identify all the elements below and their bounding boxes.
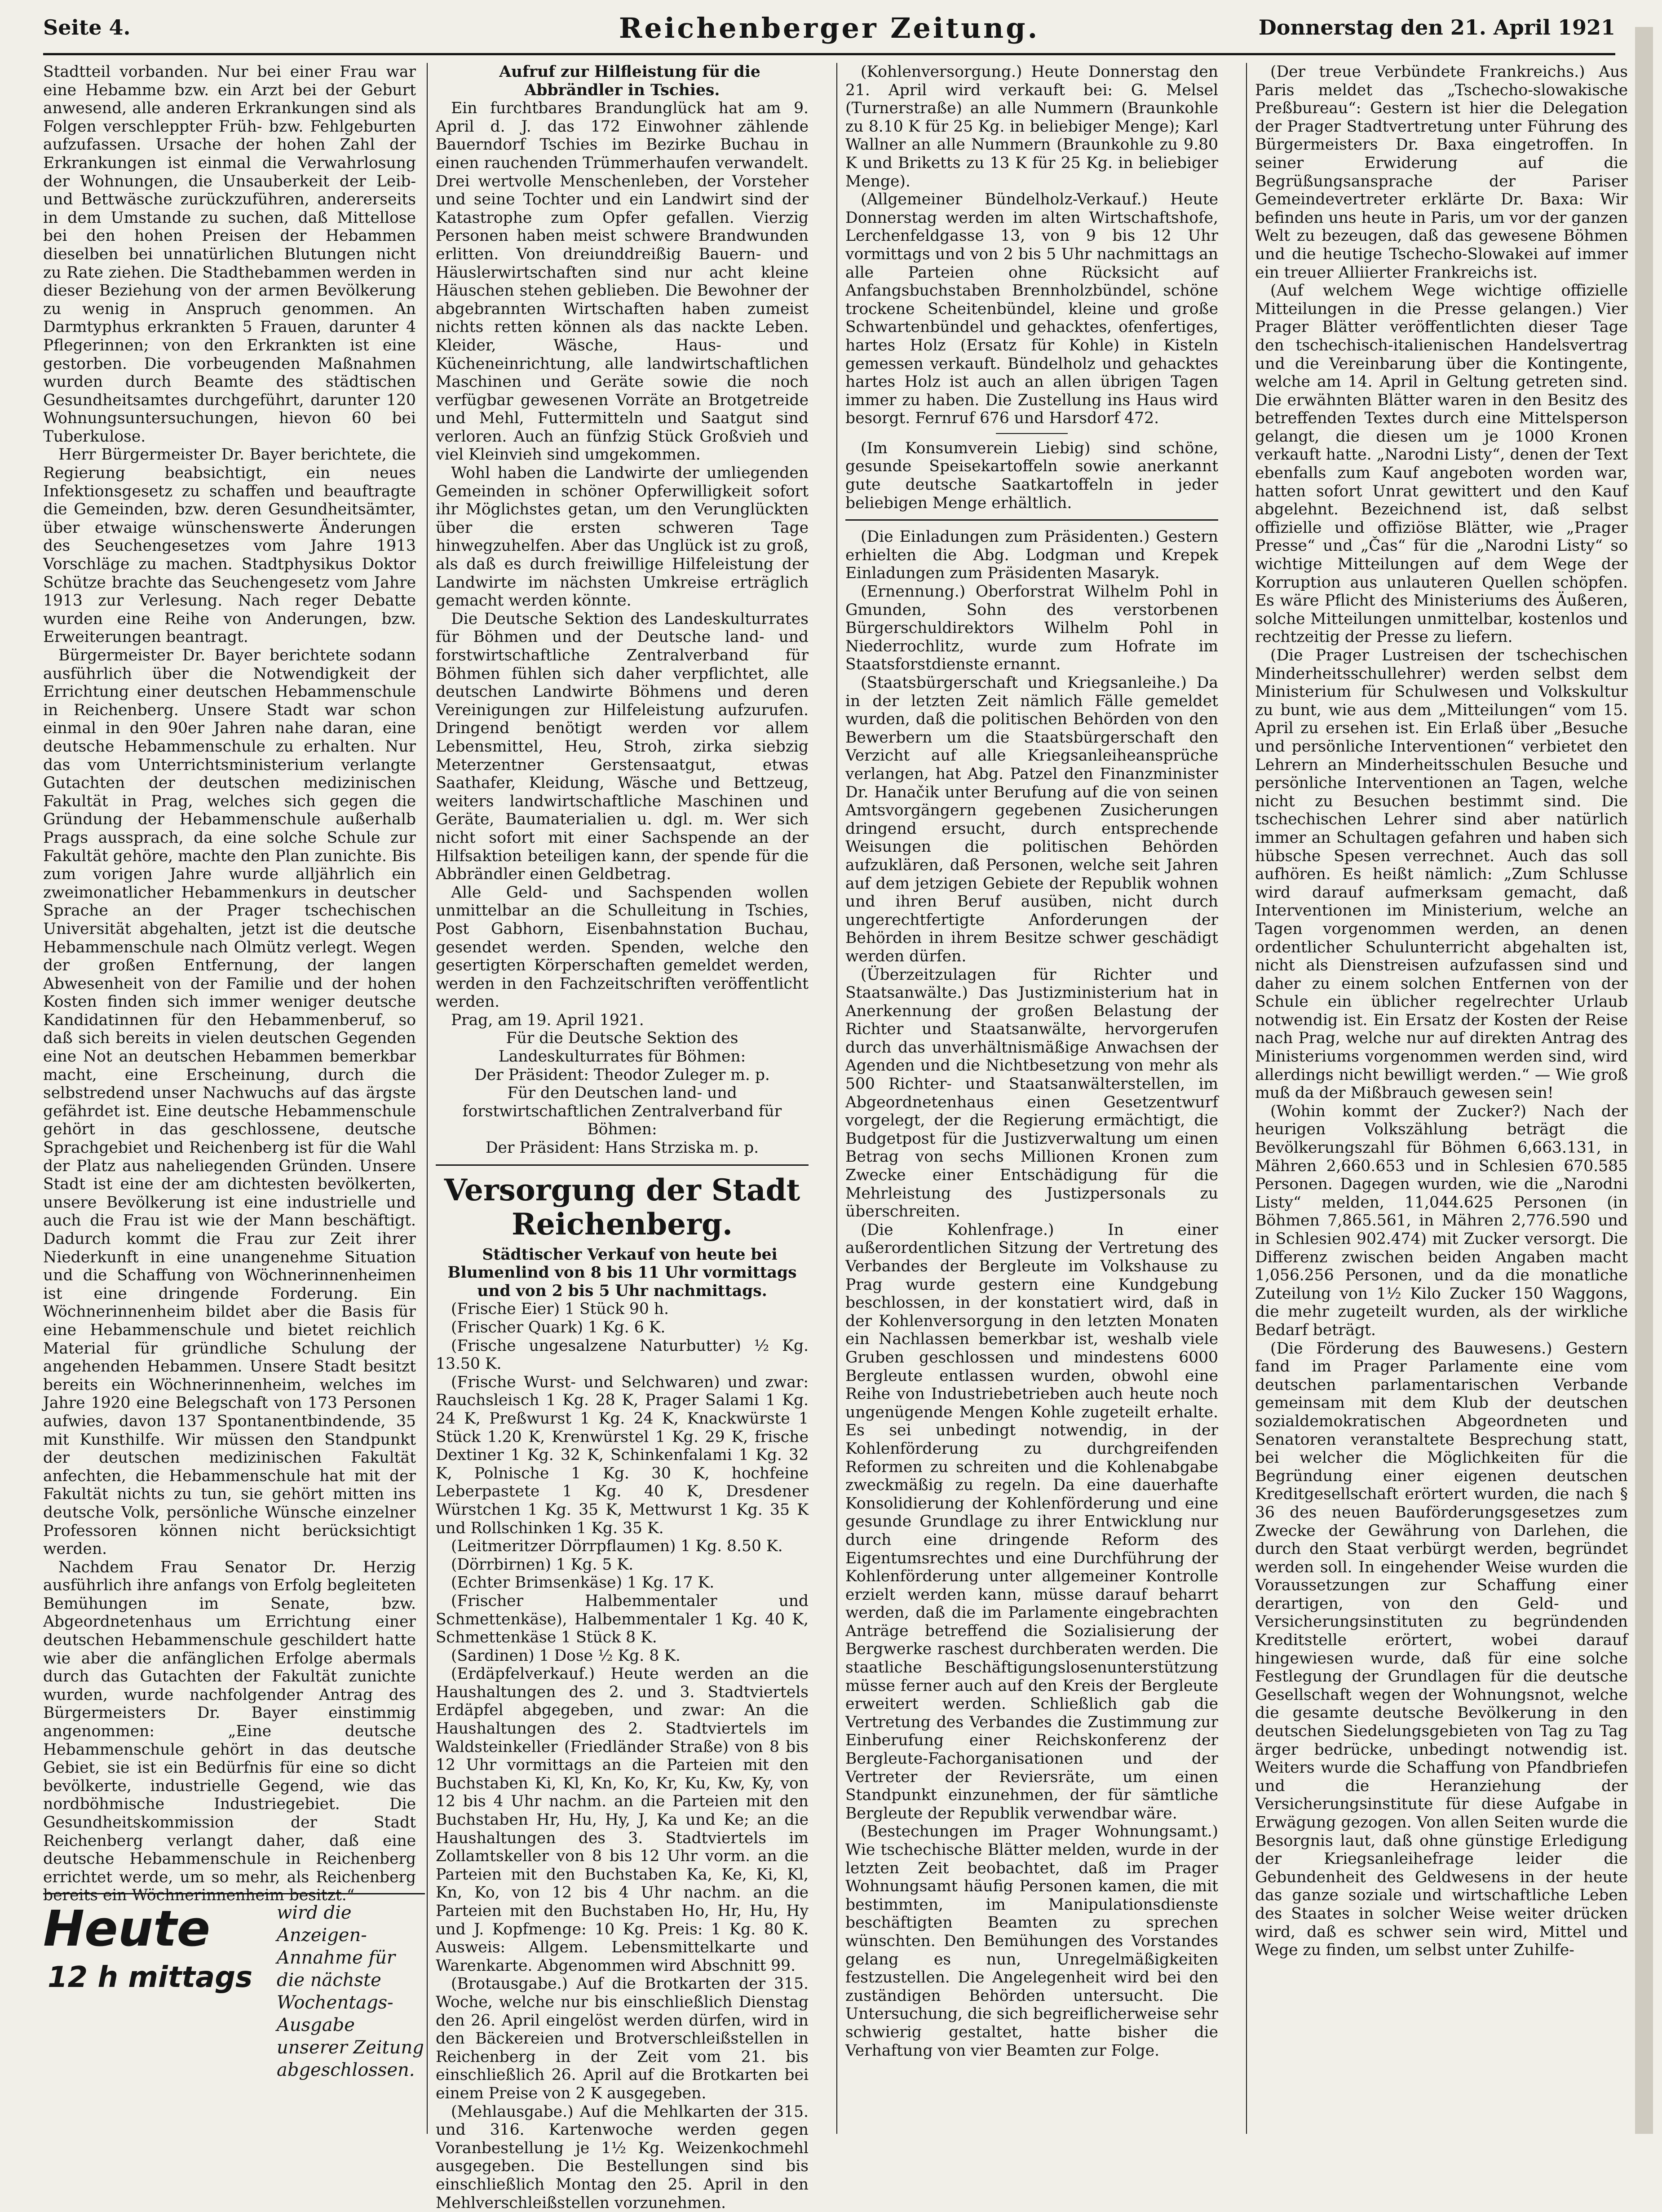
column-divider [1246, 63, 1247, 2134]
signature-name-2: Der Präsident: Hans Strziska m. p. [485, 1139, 759, 1157]
column-1 [43, 63, 416, 1905]
news-item: (Die Förderung des Bauwesens.) Gestern fand im Prager Parlamente eine vom deutschen parlamentarischen Verbande gemeinsam mit dem Klub der deutschen sozialdemokratischen Abgeordneten und Senatoren veranstaltete Besprechung statt, bei welcher die Möglichkeiten für die Begründung einer eigenen deutschen Kreditgesellschaft erörtert wurden, die nach § 36 des neuen Bauförderungsgesetzes zum Zwecke der Gewährung von Darlehen, die durch den Staat verbürgt werden, begründet werden soll. In eingehender Weise wurden die Voraussetzungen zur Schaffung einer derartigen, von den Geld- und Versicherungsinstituten zu begründenden Kreditstelle erörtert, wobei darauf hingewiesen wurde, daß für eine solche Festlegung der Grundlagen für die deutsche Gesellschaft wegen der Wohnungsnot, welche die gesamte deutsche Bevölkerung in den deutschen Siedelungsgebieten von Tag zu Tag ärger bedrücke, unbedingt notwendig ist. Weiters wurde die Schaffung von Pfandbriefen und die Heranziehung der Versicherungsinstitute für diese Aufgabe in Erwägung gezogen. Von allen Seiten wurde die Besorgnis laut, daß ohne günstige Erledigung der Kriegsanleihefrage leider die Gebundenheit des Geldwesens in der heute das ganze soziale und wirtschaftliche Leben des Staates in solcher Weise weiter drücken wird, daß es schwer sein wird, Mittel und Wege zu finden, um selbst unter Zuhilfe- [1255, 1339, 1628, 1960]
section-rule [845, 519, 1218, 521]
appeal-place-date: Prag, am 19. April 1921. [451, 1011, 644, 1029]
newspaper-title: Reichenberger Zeitung. [619, 12, 1040, 44]
news-item: (Wohin kommt der Zucker?) Nach der heurigen Volkszählung beträgt die Bevölkerungszahl für Böhmen 6,663.131, in Mähren 2,660.653 und in Schlesien 670.585 Personen. Dagegen wurden, wie die „Narodni Listy“ melden, 11,044.625 Personen (in Böhmen 7,865.561, in Mähren 2,776.590 und in Schlesien 902.474) mit Zucker versorgt. Die Differenz zwischen beiden Angaben macht 1,056.256 Personen, und da die monatliche Zuteilung von 1½ Kilo Zucker 150 Waggons, die mehr zugeteilt wurden, als der wirkliche Bedarf beträgt. [1255, 1102, 1628, 1339]
supply-item: (Frische ungesalzene Naturbutter) ½ Kg. 13.50 K. [436, 1336, 809, 1373]
supply-item: (Mehlausgabe.) Auf die Mehlkarten der 315. und 316. Kartenwoche werden gegen Voranbestellung je 1½ Kg. Weizenkochmehl ausgegeben. Die Bestellungen sind bis einschließlich Montag den 25. April in den Mehlverschleißstellen vorzunehmen. [436, 2102, 809, 2212]
column-3 [845, 63, 1218, 2134]
supply-item: (Dörrbirnen) 1 Kg. 5 K. [451, 1555, 634, 1574]
masthead [43, 12, 1615, 48]
appeal-title: Aufruf zur Hilfleistung für die Abbrändler in Tschies. [499, 63, 760, 99]
news-item: (Staatsbürgerschaft und Kriegsanleihe.) Da in der letzten Zeit nämlich Fälle gemeldet wurden, daß die politischen Behörden von den Bewerbern um die Staatsbürgerschaft den Verzicht auf alle Kriegsanleiheansprüche verlangen, hat Abg. Patzel den Finanzminister Dr. Hanačik unter Berufung auf die von seinen Amtsvorgängern gegebenen Zusicherungen dringend ersucht, durch entsprechende Weisungen die politischen Behörden aufzuklären, daß Personen, welche seit Jahren auf dem jetzigen Gebiete der Republik wohnen und ihren Beruf ausüben, nicht durch ungerechtfertigte Anforderungen der Behörden in ihrem Besitze schwer geschädigt werden dürfen. [845, 674, 1218, 965]
column-divider [427, 63, 428, 2134]
ad-time: 12 h mittags [48, 1961, 253, 1994]
appeal-paragraph: Alle Geld- und Sachspenden wollen unmittelbar an die Schulleitung in Tschies, Post Gabhorn, Eisenbahnstation Buchau, gesendet werden. Spenden, welche den gesertigten Körperschaften gemeldet werden, werden in den Fachzeitschriften veröffentlicht werden. [436, 883, 809, 1011]
column-divider [836, 63, 837, 2134]
supply-title: Versorgung der Stadt Reichenberg. [444, 1172, 800, 1242]
ad-note: wird die Anzeigen-Annahme für die nächste Wochentags-Ausgabe unserer Zeitung abgeschlossen. [277, 1902, 424, 2080]
article-paragraph: Nachdem Frau Senator Dr. Herzig ausführlich ihre anfangs von Erfolg begleiteten Bemühungen im Senate, bzw. Abgeordnetenhaus um Errichtung einer deutschen Hebammenschule geschildert hatte wie aber die anfänglichen Erfolge abermals durch das Gutachten der Fakultät zunichte wurden, wurde nachfolgender Antrag des Bürgermeisters Dr. Bayer einstimmig angenommen: „Eine deutsche Hebammenschule gehört in das deutsche Gebiet, sie ist ein Bedürfnis für eine so dicht bevölkerte, industrielle Gegend, wie das nordböhmische Industriegebiet. Die Gesundheitskommission der Stadt Reichenberg verlangt daher, daß eine deutsche Hebammenschule in Reichenberg errichtet werde, um so mehr, als Reichenberg bereits ein Wöchnerinnenheim besitzt.“ [43, 1558, 416, 1905]
column-4 [1255, 63, 1628, 2134]
news-item: (Allgemeiner Bündelholz-Verkauf.) Heute Donnerstag werden im alten Wirtschaftshofe, Lerchenfeldgasse 13, von 9 bis 12 Uhr vormittags und von 2 bis 5 Uhr nachmittags an alle Parteien ohne Rücksicht auf Anfangsbuchstaben Brennholzbündel, schöne trockene Scheitenbündel, kleine und große Schwartenbündel und gehacktes, ofenfertiges, hartes Holz (Ersatz für Kohle) in Kisteln gemessen verkauft. Bündelholz und gehacktes hartes Holz ist auch an allen übrigen Tagen immer zu haben. Die Zustellung ins Haus wird besorgt. Fernruf 676 und Harsdorf 472. [845, 190, 1218, 428]
adjacent-page-edge [1635, 27, 1653, 2134]
page-number: Seite 4. [43, 15, 131, 40]
news-item: (Ernennung.) Oberforstrat Wilhelm Pohl in Gmunden, Sohn des verstorbenen Bürgerschuldirektors Wilhelm Pohl in Niederrochlitz, wurde zum Hofrate im Staatsforstdienste ernannt. [845, 583, 1218, 674]
section-rule [436, 1164, 809, 1166]
signature-org-2: Für den Deutschen land- und forstwirtschaftlichen Zentralverband für Böhmen: [462, 1084, 782, 1139]
news-item: (Die Einladungen zum Präsidenten.) Gestern erhielten die Abg. Lodgman und Krepek Einladungen zum Präsidenten Masaryk. [845, 528, 1218, 583]
article-paragraph: Bürgermeister Dr. Bayer berichtete sodann ausführlich über die Notwendigkeit der Errichtung einer deutschen Hebammenschule in Reichenberg. Unsere Stadt war schon einmal in den 90er Jahren nahe daran, eine deutsche Hebammenschule zu erhalten. Nur das vom Unterrichtsministerium verlangte Gutachten der deutschen medizinischen Fakultät in Prag, welches sich gegen die Gründung der Hebammenschule außerhalb Prags aussprach, da eine solche Schule zur Fakultät gehöre, machte den Plan zunichte. Bis zum vorigen Jahre wurde alljährlich ein zweimonatlicher Hebammenkurs in deutscher Sprache an der Prager tschechischen Universität abgehalten, jetzt ist die deutsche Hebammenschule nach Olmütz verlegt. Wegen der großen Entfernung, der langen Abwesenheit von der Familie und der hohen Kosten finden sich immer weniger deutsche Kandidatinnen für den Hebammenberuf, so daß sich bereits in vielen deutschen Gegenden eine Not an deutschen Hebammen bemerkbar macht, eine Erscheinung, durch die selbstredend unser Nachwuchs auf das ärgste gefährdet ist. Eine deutsche Hebammenschule gehört in das geschlossene, deutsche Sprachgebiet und Reichenberg ist für die Wahl der Platz aus naheliegenden Gründen. Unsere Stadt ist eine der am dichtesten bevölkerten, unsere Bevölkerung ist eine industrielle und auch die Frau ist wie der Mann beschäftigt. Dadurch kommt die Frau zur Zeit ihrer Niederkunft in eine unangenehme Situation und die Schaffung von Wöchnerinnenheimen ist eine dringende Forderung. Ein Wöchnerinnenheim bildet aber die Basis für eine Hebammenschule und bietet reichlich Material für gründliche Schulung der angehenden Hebammen. Unsere Stadt besitzt bereits ein Wöchnerinnenheim, welches im Jahre 1920 eine Belegschaft von 173 Personen aufwies, davon 137 Spontanentbindende, 35 mit Kunsthilfe. Wir müssen den Standpunkt der deutschen medizinischen Fakultät anfechten, die Hebammenschule hat mit der Fakultät nichts zu tun, sie gehört mitten ins deutsche Volk, persönliche Wünsche einzelner Professoren können nicht berücksichtigt werden. [43, 646, 416, 1558]
news-item: (Im Konsumverein Liebig) sind schöne, gesunde Speisekartoffeln sowie anerkannt gute deutsche Saatkartoffeln in jeder beliebigen Menge erhältlich. [845, 439, 1218, 512]
article-paragraph: Herr Bürgermeister Dr. Bayer berichtete, die Regierung beabsichtigt, ein neues Infektionsgesetz zu schaffen und beauftragte die Gemeinden, bzw. deren Gesundheitsämter, über etwaige wünschenswerte Änderungen des Seuchengesetzes vom Jahre 1913 Vorschläge zu machen. Stadtphysikus Doktor Schütze brachte das Seuchengesetz vom Jahre 1913 zur Verlesung. Nach reger Debatte wurden eine Reihe von Anderungen, bzw. Erweiterungen beantragt. [43, 446, 416, 646]
issue-date: Donnerstag den 21. April 1921 [1258, 15, 1615, 40]
news-item: (Die Prager Lustreisen der tschechischen Minderheitsschullehrer) werden selbst dem Ministerium für Schulwesen und Volkskultur zu bunt, wie aus dem „Mitteilungen“ vom 15. April zu ersehen ist. Ein Erlaß über „Besuche und persönliche Interventionen“ verbietet den Lehrern an Minderheitsschulen Besuche und persönliche Interventionen an Tagen, welche nicht zu Besuchen bestimmt sind. Die tschechischen Lehrer sind aber natürlich immer an Schultagen gefahren und haben sich hübsche Spesen verrechnet. Auch das soll aufhören. Es heißt nämlich: „Zum Schlusse wird darauf aufmerksam gemacht, daß Interventionen im Ministerium, welche an Tagen vorgenommen werden, an denen ordentlicher Schulunterricht abgehalten ist, nicht als Dienstreisen aufzufassen sind und daher zu einem solchen Entfernen von der Schule ein üblicher regelrechter Urlaub notwendig ist. Ein Ersatz der Kosten der Reise nach Prag, welche nur auf direkten Antrag des Ministeriums vorgenommen werden sind, wird allerdings nicht bewilligt werden.“ — Wie groß muß da der Mißbrauch gewesen sein! [1255, 646, 1628, 1102]
advertisement-box [43, 1893, 425, 2080]
column-2 [436, 63, 809, 2212]
news-item: (Überzeitzulagen für Richter und Staatsanwälte.) Das Justizministerium hat in Anerkennung der großen Belastung der Richter und Staatsanwälte, hervorgerufen durch das unverhältnismäßige Anwachsen der Agenden und die Nichtbesetzung von mehr als 500 Richter- und Staatsanwälterstellen, im Abgeordnetenhaus einen Gesetzentwurf vorgelegt, der die Regierung ermächtigt, die Budgetpost für die Justizverwaltung um einen Betrag von sechs Millionen Kronen zum Zwecke einer Entschädigung für die Mehrleistung des Justizpersonals zu überschreiten. [845, 965, 1218, 1221]
appeal-paragraph: Wohl haben die Landwirte der umliegenden Gemeinden in schöner Opferwilligkeit sofort ihr Möglichstes getan, um den Verunglückten über die ersten schweren Tage hinwegzuhelfen. Aber das Unglück ist zu groß, als daß es durch freiwillige Hilfeleistung der Landwirte im nächsten Umkreise erträglich gemacht werden könnte. [436, 464, 809, 610]
news-item: (Auf welchem Wege wichtige offizielle Mitteilungen in die Presse gelangen.) Vier Prager Blätter veröffentlichten dieser Tage den tschechisch-italienischen Handelsvertrag und die Vereinbarung über die Kontingente, welche am 14. April in Geltung getreten sind. Die erwähnten Blätter waren in den Besitz des betreffenden Textes durch eine Mittelsperson gelangt, die diesen um je 1000 Kronen verkauft hatte. „Narodni Listy“, denen der Text ebenfalls zum Kauf angeboten worden war, hatten sofort Unrat gewittert und den Kauf abgelehnt. Bezeichnend ist, daß selbst offizielle und offiziöse Blätter, wie „Prager Presse“ und „Čas“ für die „Narodni Listy“ so wichtige Mitteilungen auf dem Wege der Korruption aus unlauteren Quellen schöpfen. Es wäre Pflicht des Ministeriums des Äußeren, solche Mitteilungen unmittelbar, kostenlos und rechtzeitig der Presse zu liefern. [1255, 282, 1628, 646]
news-item: (Die Kohlenfrage.) In einer außerordentlichen Sitzung der Vertretung des Verbandes der Bergleute im Volkshause zu Prag wurde gestern eine Kundgebung beschlossen, in der konstatiert wird, daß in der Kohlenversorgung in den letzten Monaten ein Nachlassen bemerkbar ist, weshalb viele Gruben geschlossen und mindestens 6000 Bergleute entlassen wurden, obwohl eine Reihe von Industriebetrieben auch heute noch ungenügende Mengen Kohle zugeteilt erhalte. Es sei unbedingt notwendig, in der Kohlenförderung zu durchgreifenden Reformen zu schreiten und die Kohlenabgabe zweckmäßig zu regeln. Da eine dauerhafte Konsolidierung der Kohlenförderung und eine gesunde Grundlage zu ihrer Entwicklung nur durch eine dringende Reform des Eigentumsrechtes und eine Durchführung der Kohlenförderung unter allgemeiner Kontrolle erzielt werden kann, müsse darauf beharrt werden, daß die im Parlamente eingebrachten Anträge betreffend die Sozialisierung der Bergwerke raschest durchberaten werden. Die staatliche Beschäftigungslosenunterstützung müsse ferner auch auf den Kreis der Bergleute erweitert werden. Schließlich gab die Vertretung des Verbandes die Zustimmung zur Einberufung einer Reichskonferenz der Bergleute-Fachorganisationen und der Vertreter der Reviersräte, um einen Standpunkt einzunehmen, der für sämtliche Bergleute der Republik verwendbar wäre. [845, 1221, 1218, 1823]
ad-heute: Heute [43, 1900, 211, 1957]
item-rule [996, 433, 1068, 434]
supply-subtitle: Städtischer Verkauf von heute bei Blumenlind von 8 bis 11 Uhr vormittags und von 2 bis 5 Uhr nachmittags. [447, 1245, 797, 1300]
signature-name-1: Der Präsident: Theodor Zuleger m. p. [474, 1066, 770, 1084]
supply-item: (Erdäpfelverkauf.) Heute werden an die Haushaltungen des 2. und 3. Stadtviertels Erdäpfel abgegeben, und zwar: An die Haushaltungen des 2. Stadtviertels im Waldsteinkeller (Friedländer Straße) von 8 bis 12 Uhr vormittags an die Parteien mit den Buchstaben Ki, Kl, Kn, Ko, Kr, Ku, Kw, Ky, von 12 bis 4 Uhr nachm. an die Parteien mit den Buchstaben Hr, Hu, Hy, J, Ka und Ke; an die Haushaltungen des 3. Stadtviertels im Zollamtskeller von 8 bis 12 Uhr vorm. an die Parteien mit den Buchstaben Ka, Ke, Ki, Kl, Kn, Ko, von 12 bis 4 Uhr nachm. an die Parteien mit den Buchstaben Ho, Hr, Hu, Hy und J. Kopfmenge: 10 Kg. Preis: 1 Kg. 80 K. Ausweis: Allgem. Lebensmittelkarte und Warenkarte. Abgenommen wird Abschnitt 99. [436, 1665, 809, 1975]
appeal-paragraph: Ein furchtbares Brandunglück hat am 9. April d. J. das 172 Einwohner zählende Bauerndorf Tschies im Bezirke Buchau in einen rauchenden Trümmerhaufen verwandelt. Drei wertvolle Menschenleben, der Vorsteher und seine Tochter und ein Landwirt sind der Katastrophe zum Opfer gefallen. Vierzig Personen haben meist schwere Brandwunden erlitten. Von dreiunddreißig Bauern- und Häuslerwirtschaften sind nur acht kleine Häuschen stehen geblieben. Die Bewohner der abgebrannten Wirtschaften haben zumeist nichts retten können als das nackte Leben. Kleider, Wäsche, Haus- und Kücheneinrichtung, alle landwirtschaftlichen Maschinen und Geräte sowie die noch verfügbar gewesenen Vorräte an Brotgetreide und Mehl, Futtermitteln und Saatgut sind verloren. Auch an fünfzig Stück Großvieh und viel Kleinvieh sind umgekommen. [436, 99, 809, 464]
supply-item: (Echter Brimsenkäse) 1 Kg. 17 K. [451, 1574, 715, 1592]
news-item: (Bestechungen im Prager Wohnungsamt.) Wie tschechische Blätter melden, wurde in der letzten Zeit beobachtet, daß im Prager Wohnungsamt häufig Personen kamen, die mit bestimmten, im Manipulationsdienste beschäftigten Beamten zu sprechen wünschten. Den Bemühungen des Vorstandes gelang es nun, Unregelmäßigkeiten festzustellen. Die Angelegenheit wird bei den zuständigen Behörden untersucht. Die Untersuchung, die sich begreiflicherweise sehr schwierig gestaltet, hatte bisher die Verhaftung von vier Beamten zur Folge. [845, 1823, 1218, 2060]
supply-item: (Frische Wurst- und Selchwaren) und zwar: Rauchsleisch 1 Kg. 28 K, Prager Salami 1 Kg. 24 K, Preßwurst 1 Kg. 24 K, Knackwürste 1 Stück 1.20 K, Krenwürstel 1 Kg. 29 K, frische Dextiner 1 Kg. 32 K, Schinkenfalami 1 Kg. 32 K, Polnische 1 Kg. 30 K, hochfeine Leberpastete 1 Kg. 40 K, Dresdener Würstchen 1 Kg. 35 K, Mettwurst 1 Kg. 35 K und Rollschinken 1 Kg. 35 K. [436, 1373, 809, 1537]
supply-item: (Frische Eier) 1 Stück 90 h. [451, 1300, 669, 1318]
news-item: (Kohlenversorgung.) Heute Donnerstag den 21. April wird verkauft bei: G. Melsel (Turnerstraße) an alle Nummern (Braunkohle zu 8.10 K für 25 Kg. in beliebiger Menge); Karl Wallner an alle Nummern (Braunkohle zu 9.80 K und Briketts zu 13 K für 25 Kg. in beliebiger Menge). [845, 63, 1218, 190]
supply-item: (Sardinen) 1 Dose ½ Kg. 8 K. [451, 1646, 681, 1665]
header-rule [43, 53, 1615, 55]
appeal-paragraph: Die Deutsche Sektion des Landeskulturrates für Böhmen und der Deutsche land- und forstwirtschaftliche Zentralverband für Böhmen fühlen sich daher verpflichtet, alle deutschen Landwirte Böhmens und deren Vereinigungen zur Hilfeleistung aufzurufen. Dringend benötigt werden vor allem Lebensmittel, Heu, Stroh, zirka siebzig Meterzentner Gerstensaatgut, etwas Saathafer, Kleidung, Wäsche und Bettzeug, weiters landwirtschaftliche Maschinen und Geräte, Baumaterialien u. dgl. m. Wer sich nicht sofort mit einer Sachspende an der Hilfsaktion beteiligen kann, der spende für die Abbrändler einen Geldbetrag. [436, 610, 809, 884]
supply-item: (Leitmeritzer Dörrpflaumen) 1 Kg. 8.50 K. [451, 1537, 783, 1556]
supply-item: (Frischer Quark) 1 Kg. 6 K. [451, 1318, 666, 1336]
signature-org-1: Für die Deutsche Sektion des Landeskulturrates für Böhmen: [498, 1029, 746, 1066]
news-item: (Der treue Verbündete Frankreichs.) Aus Paris meldet das „Tschecho-slowakische Preßbureau“: Gestern ist hier die Delegation der Prager Stadtvertretung unter Führung des Bürgermeisters Dr. Baxa eingetroffen. In seiner Erwiderung auf die Begrüßungsansprache der Pariser Gemeindevertreter erklärte Dr. Baxa: Wir befinden uns heute in Paris, um vor der ganzen Welt zu bezeugen, daß das gewesene Böhmen und die heutige Tschecho-Slowakei auf immer ein treuer Alliierter Frankreichs ist. [1255, 63, 1628, 282]
supply-item: (Frischer Halbemmentaler und Schmettenkäse), Halbemmentaler 1 Kg. 40 K, Schmettenkäse 1 Stück 8 K. [436, 1592, 809, 1647]
supply-item: (Brotausgabe.) Auf die Brotkarten der 315. Woche, welche nur bis einschließlich Dienstag den 26. April eingelöst werden dürfen, wird in den Bäckereien und Brotverschleißstellen in Reichenberg in der Zeit vom 21. bis einschließlich 26. April auf die Brotkarten bei einem Preise von 2 K ausgegeben. [436, 1975, 809, 2102]
article-paragraph: Stadtteil vorbanden. Nur bei einer Frau war eine Hebamme bzw. ein Arzt bei der Geburt anwesend, alle anderen Erkrankungen sind als Folgen verschleppter Früh- bzw. Fehlgeburten aufzufassen. Ursache der hohen Zahl der Erkrankungen ist einmal die Verwahrlosung der Wohnungen, die Unsauberkeit der Leib- und Bettwäsche zurückzuführen, andererseits in dem Umstande zu suchen, daß Mittellose bei den hohen Preisen der Hebammen dieselben bei unnatürlichen Blutungen nicht zu Rate ziehen. Die Stadthebammen werden in dieser Beziehung von der armen Bevölkerung zu wenig in Anspruch genommen. An Darmtyphus erkrankten 5 Frauen, darunter 4 Pflegerinnen; von den Erkrankten ist eine gestorben. Die vorbeugenden Maßnahmen wurden durch Beamte des städtischen Gesundheitsamtes durchgeführt, darunter 120 Wohnungsuntersuchungen, hievon 60 bei Tuberkulose. [43, 63, 416, 446]
